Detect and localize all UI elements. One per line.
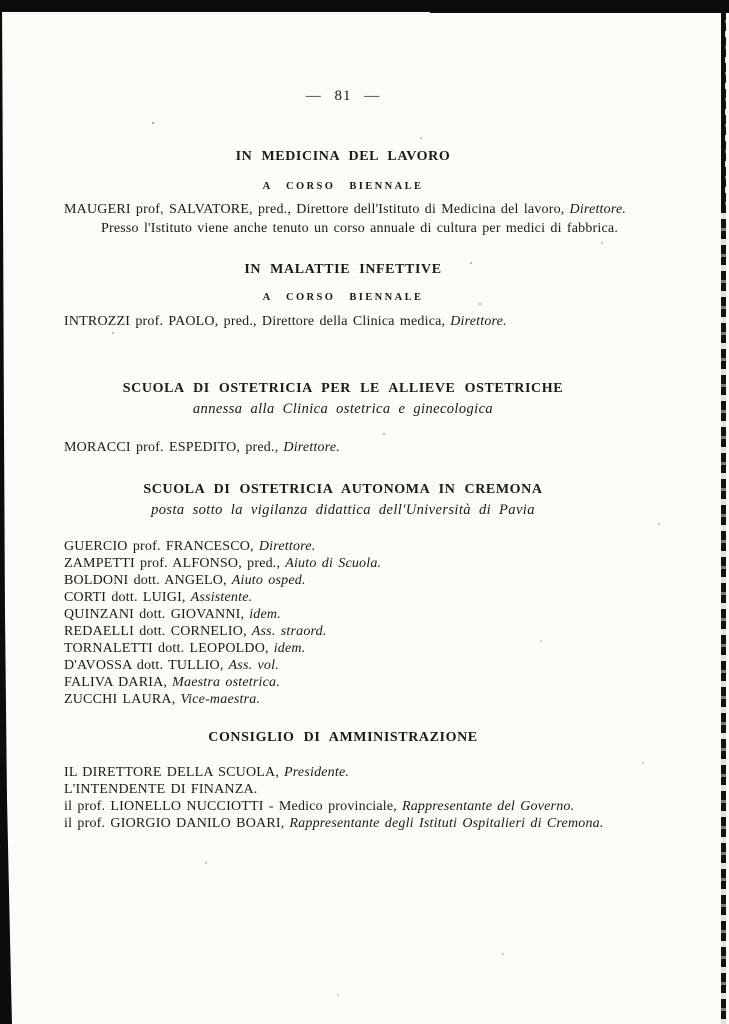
staff-name: ZUCCHI LAURA, xyxy=(64,692,176,707)
member-name: il prof. LIONELLO NUCCIOTTI - Medico provinciale, xyxy=(64,799,397,814)
staff-role: Ass. straord. xyxy=(251,624,327,639)
entry-maugeri xyxy=(64,202,626,218)
staff-name: REDAELLI dott. CORNELIO, xyxy=(64,624,247,639)
section-title-consiglio: CONSIGLIO DI AMMINISTRAZIONE xyxy=(208,730,478,745)
member-row xyxy=(64,798,604,815)
staff-role: idem. xyxy=(249,607,281,622)
staff-row xyxy=(64,572,381,589)
section-subtitle-medicina: A CORSO BIENNALE xyxy=(262,181,424,192)
section-subtitle-ostetricia-cremona: posta sotto la vigilanza didattica dell'Università di Pavia xyxy=(151,502,535,518)
scan-edge-right-top xyxy=(721,11,725,211)
entry-maugeri-role: Direttore. xyxy=(569,202,627,217)
staff-name: D'AVOSSA dott. TULLIO, xyxy=(64,658,224,673)
staff-name: CORTI dott. LUIGI, xyxy=(64,590,186,605)
entry-introzzi xyxy=(64,314,507,330)
member-role: Presidente. xyxy=(284,765,350,780)
section-title-ostetricia-allieve: SCUOLA DI OSTETRICIA PER LE ALLIEVE OSTETRICHE xyxy=(122,381,564,396)
section-subtitle-ostetricia-allieve: annessa alla Clinica ostetrica e ginecologica xyxy=(192,401,494,417)
staff-name: TORNALETTI dott. LEOPOLDO, xyxy=(64,641,269,656)
staff-row xyxy=(64,640,381,657)
entry-introzzi-text: INTROZZI prof. PAOLO, pred., Direttore della Clinica medica, xyxy=(64,314,446,329)
staff-role: Aiuto di Scuola. xyxy=(285,556,382,571)
staff-role: Aiuto osped. xyxy=(231,573,306,588)
staff-name: FALIVA DARIA, xyxy=(64,675,168,690)
staff-role: Vice-maestra. xyxy=(180,692,261,707)
section-subtitle-malattie: A CORSO BIENNALE xyxy=(262,292,424,303)
member-row xyxy=(64,764,604,781)
member-name: il prof. GIORGIO DANILO BOARI, xyxy=(64,816,285,831)
staff-row xyxy=(64,674,381,691)
member-role: Rappresentante degli Istituti Ospitalieri di Cremona. xyxy=(289,816,604,831)
staff-row xyxy=(64,623,381,640)
section-title-medicina: IN MEDICINA DEL LAVORO xyxy=(235,149,451,164)
scan-noise-specks xyxy=(0,0,2,2)
entry-moracci-role: Direttore. xyxy=(283,440,340,455)
section-title-ostetricia-cremona: SCUOLA DI OSTETRICIA AUTONOMA IN CREMONA xyxy=(143,482,543,497)
member-name: L'INTENDENTE DI FINANZA. xyxy=(64,782,258,797)
staff-row xyxy=(64,691,381,708)
staff-name: ZAMPETTI prof. ALFONSO, pred., xyxy=(64,556,281,571)
staff-list xyxy=(64,538,381,708)
scan-edge-top-right xyxy=(430,0,729,13)
member-row xyxy=(64,815,604,832)
staff-name: QUINZANI dott. GIOVANNI, xyxy=(64,607,245,622)
member-name: IL DIRETTORE DELLA SCUOLA, xyxy=(64,765,280,780)
section-title-malattie: IN MALATTIE INFETTIVE xyxy=(244,262,442,277)
entry-moracci xyxy=(64,440,340,456)
staff-row xyxy=(64,538,381,555)
staff-role: Direttore. xyxy=(258,539,316,554)
entry-moracci-text: MORACCI prof. ESPEDITO, pred., xyxy=(64,440,279,455)
staff-row xyxy=(64,606,381,623)
staff-role: Maestra ostetrica. xyxy=(172,675,280,690)
staff-row xyxy=(64,555,381,572)
staff-row xyxy=(64,589,381,606)
staff-name: BOLDONI dott. ANGELO, xyxy=(64,573,227,588)
staff-role: Assistente. xyxy=(190,590,253,605)
entry-maugeri-text: MAUGERI prof. SALVATORE, pred., Direttore dell'Istituto di Medicina del lavoro, xyxy=(64,202,565,217)
staff-role: Ass. vol. xyxy=(228,658,279,673)
member-row xyxy=(64,781,604,798)
staff-name: GUERCIO prof. FRANCESCO, xyxy=(64,539,254,554)
entry-maugeri-note: Presso l'Istituto viene anche tenuto un corso annuale di cultura per medici di fabbrica. xyxy=(101,221,619,236)
staff-row xyxy=(64,657,381,674)
staff-role: idem. xyxy=(273,641,306,656)
consiglio-member-list xyxy=(64,764,604,832)
entry-introzzi-role: Direttore. xyxy=(450,314,507,329)
member-role: Rappresentante del Governo. xyxy=(401,799,575,814)
page-number: — 81 — xyxy=(305,88,381,104)
